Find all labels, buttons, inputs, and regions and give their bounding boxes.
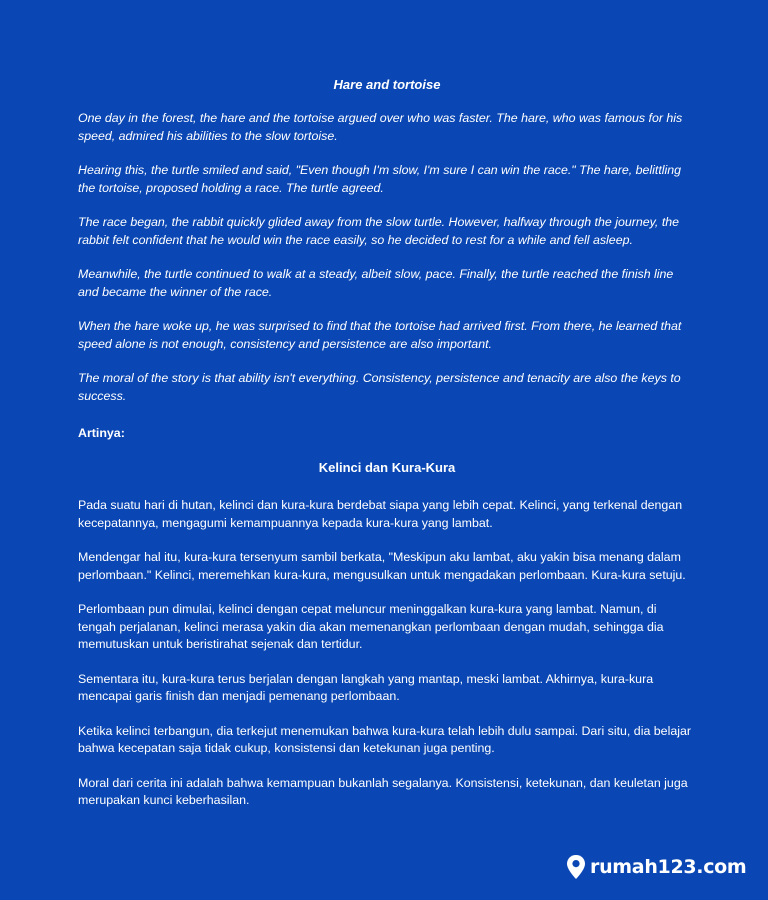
indonesian-title: Kelinci dan Kura-Kura [318, 460, 456, 475]
translation-label: Artinya: [78, 426, 125, 440]
logo-text: rumah123.com [590, 856, 747, 878]
indonesian-paragraph-4: Sementara itu, kura-kura terus berjalan dengan langkah yang mantap, meski lambat. Akhirnya, kura-kura mencapai garis finish dan menjadi pemenang perlombaan. [78, 671, 654, 703]
indonesian-paragraph-2: Mendengar hal itu, kura-kura tersenyum sambil berkata, "Meskipun aku lambat, aku yakin bisa menang dalam perlombaan." Kelinci, meremehkan kura-kura, mengusulkan untuk mengadakan perlombaan. Kura-kura setuju. [78, 550, 686, 582]
indonesian-paragraph-5: Ketika kelinci terbangun, dia terkejut menemukan bahwa kura-kura telah lebih dulu sampai. Dari situ, dia belajar bahwa kecepatan saja tidak cukup, konsistensi dan ketekunan juga penting. [78, 723, 691, 755]
english-title: Hare and tortoise [333, 77, 441, 92]
location-pin-icon [566, 854, 586, 880]
indonesian-paragraph-3: Perlombaan pun dimulai, kelinci dengan cepat meluncur meninggalkan kura-kura yang lambat. Namun, di tengah perjalanan, kelinci merasa yakin dia akan memenangkan perlombaan dengan mudah, sehingga dia memutuskan untuk beristirahat sejenak dan tertidur. [78, 602, 664, 651]
english-paragraph-4: Meanwhile, the turtle continued to walk at a steady, albeit slow, pace. Finally, the turtle reached the finish line and became the winner of the race. [78, 267, 674, 299]
english-paragraph-1: One day in the forest, the hare and the tortoise argued over who was faster. The hare, who was famous for his speed, admired his abilities to the slow tortoise. [78, 111, 683, 143]
indonesian-paragraph-6: Moral dari cerita ini adalah bahwa kemampuan bukanlah segalanya. Konsistensi, ketekunan, dan keuletan juga merupakan kunci keberhasilan. [78, 775, 688, 807]
english-story [78, 76, 696, 422]
indonesian-story [78, 459, 696, 827]
english-paragraph-3: The race began, the rabbit quickly glided away from the slow turtle. However, halfway through the journey, the rabbit felt confident that he would win the race easily, so he decided to rest for a while and fell asleep. [78, 215, 680, 247]
rumah123-logo [566, 853, 746, 881]
english-paragraph-2: Hearing this, the turtle smiled and said, "Even though I'm slow, I'm sure I can win the race." The hare, belittling the tortoise, proposed holding a race. The turtle agreed. [78, 163, 682, 195]
english-paragraph-5: When the hare woke up, he was surprised to find that the tortoise had arrived first. From there, he learned that speed alone is not enough, consistency and persistence are also important. [78, 319, 682, 351]
indonesian-paragraph-1: Pada suatu hari di hutan, kelinci dan kura-kura berdebat siapa yang lebih cepat. Kelinci, yang terkenal dengan kecepatannya, mengagumi kemampuannya kepada kura-kura yang lambat. [78, 498, 683, 530]
english-paragraph-6: The moral of the story is that ability isn't everything. Consistency, persistence and tenacity are also the keys to success. [78, 371, 681, 403]
